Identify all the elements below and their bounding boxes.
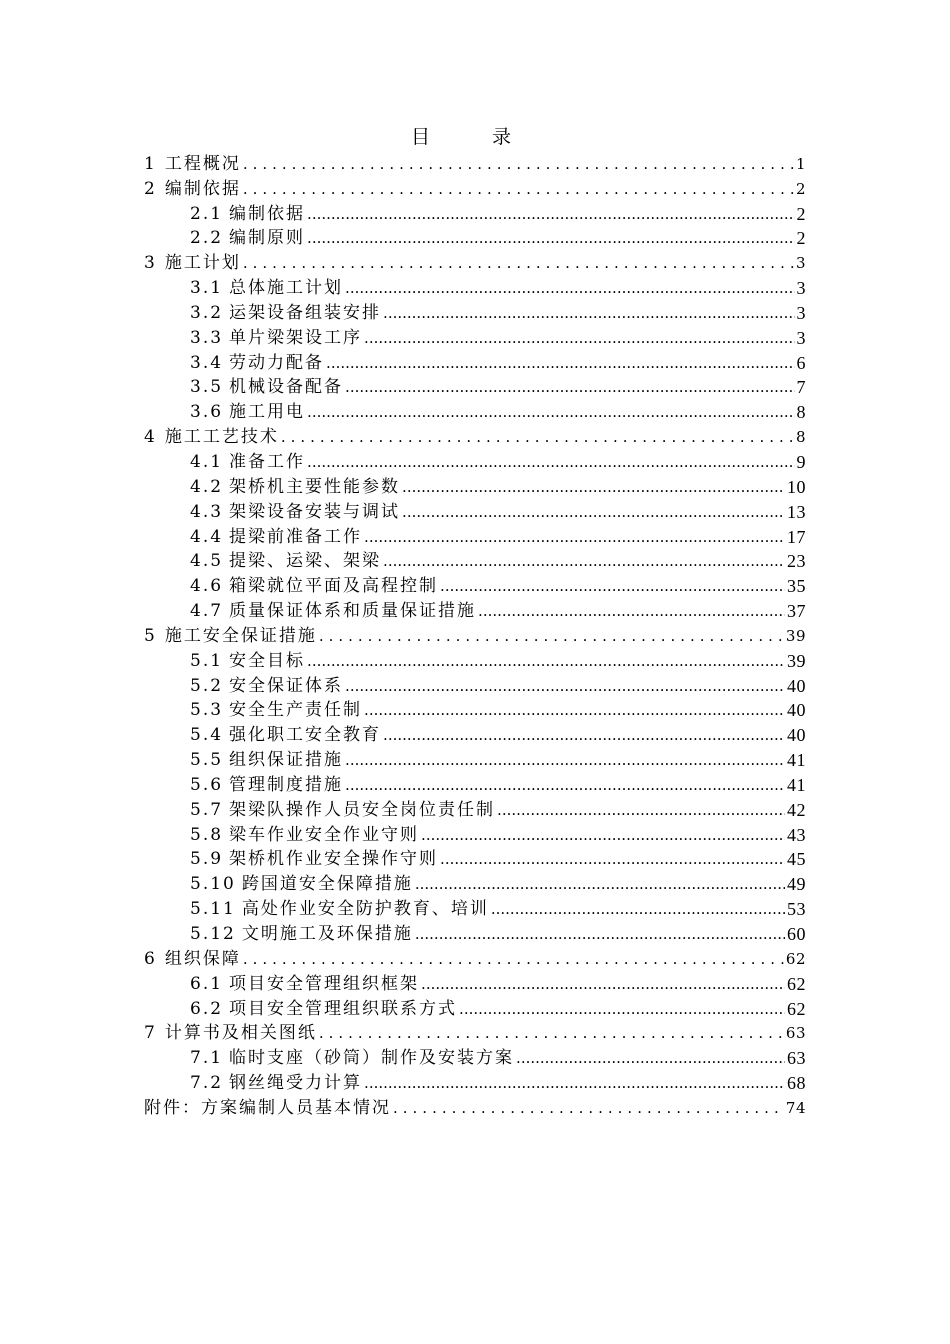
toc-dot-leader [421,973,785,995]
toc-entry-number: 6 [144,948,157,969]
toc-dot-leader [421,824,785,846]
toc-entry[interactable] [144,995,806,1020]
toc-entry[interactable] [144,523,806,548]
toc-entry[interactable] [144,697,806,722]
toc-entry-page-number: 2 [795,179,806,198]
toc-entry-title: 施工工艺技术 [164,427,279,448]
toc-entry-number: 5.9 [190,849,224,870]
toc-entry-page-number: 63 [787,1048,806,1069]
toc-entry-title: 跨国道安全保障措施 [241,874,413,895]
toc-entry-title: 高处作业安全防护教育、培训 [241,899,489,920]
toc-entry-number: 5.5 [190,750,224,771]
toc-dot-leader [307,203,794,225]
toc-entry-title: 工程概况 [164,153,241,174]
toc-entry-number: 4.4 [190,526,224,547]
toc-entry-title: 总体施工计划 [229,278,344,299]
toc-dot-leader [243,252,794,274]
toc-entry-title: 单片梁架设工序 [229,327,363,348]
toc-entry[interactable] [144,970,806,995]
toc-entry-number: 5 [144,625,157,646]
toc-entry-title: 钢丝绳受力计算 [229,1073,363,1094]
toc-dot-leader [402,476,785,498]
toc-entry[interactable] [144,870,806,895]
toc-entry-page-number: 1 [795,154,806,173]
toc-dot-leader [307,227,794,249]
toc-entry-number: 4.1 [190,451,224,472]
toc-dot-leader [383,302,794,324]
toc-dot-leader [345,277,794,299]
toc-entry-title: 提梁、运梁、架梁 [229,551,382,572]
toc-entry-number: 7.2 [190,1073,224,1094]
toc-entry-page-number: 3 [796,278,806,299]
toc-entry-page-number: 3 [795,254,806,273]
toc-entry[interactable] [144,746,806,771]
toc-entry[interactable] [144,175,806,200]
toc-entry-number: 2.2 [190,228,224,249]
toc-entry-page-number: 63 [785,1024,806,1043]
toc-entry[interactable] [144,572,806,597]
toc-dot-leader [440,848,785,870]
toc-entry-title: 编制依据 [164,178,241,199]
toc-entry-title: 架梁设备安装与调试 [229,501,401,522]
toc-entry-number: 3.3 [190,327,224,348]
toc-entry-title: 临时支座（砂筒）制作及安装方案 [229,1048,515,1069]
toc-entry-title: 施工计划 [164,253,241,274]
toc-entry[interactable] [144,548,806,573]
toc-entry-page-number: 68 [787,1073,806,1094]
toc-entry-number: 3.6 [190,402,224,423]
toc-dot-leader [364,1072,785,1094]
toc-entry-page-number: 13 [787,501,806,522]
toc-entry-title: 机械设备配备 [229,377,344,398]
toc-entry-page-number: 45 [787,849,806,870]
toc-entry-page-number: 2 [796,228,806,249]
toc-dot-leader [319,1022,784,1044]
toc-entry-title: 架桥机作业安全操作守则 [229,849,439,870]
toc-entry-number: 4.5 [190,551,224,572]
toc-dot-leader [383,550,785,572]
toc-entry-title: 文明施工及环保措施 [241,924,413,944]
toc-entry-page-number: 49 [787,874,806,895]
toc-entry[interactable] [144,150,806,175]
toc-entry-page-number: 40 [787,725,806,746]
toc-entry-page-number: 62 [787,998,806,1019]
toc-entry-page-number: 3 [796,302,806,323]
toc-entry-page-number: 60 [787,924,806,944]
toc-entry-title: 计算书及相关图纸 [164,1023,317,1044]
toc-entry-number: 1 [144,153,157,174]
toc-entry[interactable] [144,1069,806,1094]
toc-dot-leader [243,153,794,175]
toc-entry[interactable] [144,299,806,324]
toc-entry-page-number: 3 [796,327,806,348]
toc-entry[interactable] [144,672,806,697]
toc-dot-leader [516,1047,785,1069]
toc-entry-number: 5.4 [190,725,224,746]
toc-entry-number: 5.8 [190,824,224,845]
toc-entry-page-number: 40 [787,700,806,721]
toc-entry-page-number: 39 [787,650,806,671]
toc-entry[interactable] [144,249,806,274]
toc-entry-number: 5.1 [190,650,224,671]
toc-entry-title: 项目安全管理组织框架 [229,973,420,994]
toc-entry[interactable] [144,349,806,374]
toc-entry[interactable] [144,771,806,796]
toc-entry-page-number: 7 [796,377,806,398]
toc-entry[interactable] [144,473,806,498]
toc-entry-number: 7.1 [190,1048,224,1069]
toc-entry-title: 梁车作业安全作业守则 [229,824,420,845]
toc-entry-number: 3.2 [190,302,224,323]
toc-entry[interactable] [144,920,806,945]
toc-entry-title: 编制依据 [229,203,306,224]
toc-entry-title: 箱梁就位平面及高程控制 [229,576,439,597]
toc-entry-title: 项目安全管理组织联系方式 [229,998,458,1019]
toc-entry-number: 4.6 [190,576,224,597]
toc-entry-number: 7 [144,1023,157,1044]
toc-dot-leader [364,526,785,548]
toc-entry-title: 管理制度措施 [229,774,344,795]
toc-entry-title: 安全目标 [229,650,306,671]
toc-entry-page-number: 35 [787,576,806,597]
toc-dot-leader [243,948,784,970]
toc-entry-number: 3.1 [190,278,224,299]
toc-entry[interactable] [144,274,806,299]
toc-dot-leader [415,873,785,895]
toc-entry[interactable] [144,846,806,871]
toc-entry[interactable] [144,597,806,622]
toc-entry-number: 5.12 [190,924,236,944]
toc-entry-title: 施工用电 [229,402,306,423]
toc-dot-leader [491,898,785,920]
toc-dot-leader [326,352,794,374]
toc-entry-page-number: 2 [796,203,806,224]
toc-entry-number: 3.5 [190,377,224,398]
toc-entry-page-number: 8 [796,402,806,423]
toc-entry-number: 5.11 [190,899,236,920]
toc-entry-page-number: 8 [795,428,806,447]
toc-entry[interactable] [144,498,806,523]
toc-dot-leader [243,178,794,200]
toc-entry[interactable] [144,721,806,746]
toc-entry[interactable] [144,200,806,225]
toc-dot-leader [319,625,784,647]
toc-entry-page-number: 23 [787,551,806,572]
toc-entry-page-number: 10 [787,476,806,497]
toc-entry[interactable] [144,895,806,920]
toc-entry-number: 3.4 [190,352,224,373]
toc-entry-number: 5.6 [190,774,224,795]
toc-dot-leader [383,724,785,746]
toc-entry-page-number: 74 [785,1098,806,1117]
toc-entry-page-number: 39 [785,626,806,645]
toc-entry-title: 架梁队操作人员安全岗位责任制 [229,799,496,820]
toc-entry-page-number: 41 [787,750,806,771]
toc-entry-number: 5.10 [190,874,236,895]
toc-entry-number: 5.2 [190,675,224,696]
toc-dot-leader [459,998,785,1020]
toc-entry-number: 5.3 [190,700,224,721]
toc-dot-leader [393,1097,784,1119]
toc-entry[interactable] [144,1020,806,1045]
toc-dot-leader [440,575,785,597]
toc-title: 目 录 [410,126,540,148]
toc-entry-title: 提梁前准备工作 [229,526,363,547]
table-of-contents [144,150,806,1119]
toc-entry[interactable] [144,1044,806,1069]
toc-entry-page-number: 40 [787,675,806,696]
toc-entry-number: 4.3 [190,501,224,522]
toc-dot-leader [307,650,785,672]
toc-entry-title: 编制原则 [229,228,306,249]
toc-dot-leader [345,774,785,796]
toc-entry-number: 6.2 [190,998,224,1019]
toc-dot-leader [364,699,785,721]
toc-entry-page-number: 6 [796,352,806,373]
toc-dot-leader [345,675,785,697]
toc-dot-leader [307,401,794,423]
toc-entry[interactable] [144,622,806,647]
toc-entry[interactable] [144,423,806,448]
toc-dot-leader [364,327,794,349]
toc-entry-page-number: 37 [787,601,806,622]
toc-entry-page-number: 17 [787,526,806,547]
toc-entry-title: 安全保证体系 [229,675,344,696]
toc-entry[interactable] [144,398,806,423]
toc-entry[interactable] [144,821,806,846]
toc-entry[interactable] [144,448,806,473]
toc-entry-title: 劳动力配备 [229,352,325,373]
toc-entry-number: 5.7 [190,799,224,820]
toc-entry-title: 运架设备组装安排 [229,302,382,323]
toc-dot-leader [345,376,794,398]
toc-dot-leader [497,799,785,821]
toc-entry-number: 2.1 [190,203,224,224]
toc-dot-leader [281,426,794,448]
toc-entry-number: 3 [144,253,157,274]
toc-entry[interactable] [144,647,806,672]
toc-entry-title: 架桥机主要性能参数 [229,476,401,497]
toc-dot-leader [402,501,785,523]
toc-entry-page-number: 9 [796,451,806,472]
toc-dot-leader [478,600,785,622]
toc-entry-page-number: 41 [787,774,806,795]
toc-entry-number: 2 [144,178,157,199]
toc-entry[interactable] [144,796,806,821]
toc-entry-title: 安全生产责任制 [229,700,363,721]
toc-entry-title: 准备工作 [229,451,306,472]
toc-entry-page-number: 43 [787,824,806,845]
toc-entry-page-number: 62 [785,949,806,968]
toc-entry-title: 施工安全保证措施 [164,625,317,646]
toc-entry-page-number: 42 [787,799,806,820]
toc-entry-title: 强化职工安全教育 [229,725,382,746]
toc-entry-title: 质量保证体系和质量保证措施 [229,601,477,622]
toc-entry-page-number: 62 [787,973,806,994]
toc-entry[interactable] [144,374,806,399]
toc-entry-number: 4.2 [190,476,224,497]
toc-entry-number: 6.1 [190,973,224,994]
toc-entry[interactable] [144,324,806,349]
toc-dot-leader [415,923,785,945]
toc-entry-title: 附件：方案编制人员基本情况 [144,1097,391,1118]
toc-entry-title: 组织保证措施 [229,750,344,771]
toc-dot-leader [307,451,794,473]
toc-entry[interactable] [144,225,806,250]
toc-entry-number: 4 [144,427,157,448]
toc-entry[interactable] [144,1094,806,1119]
toc-dot-leader [345,749,785,771]
toc-entry-number: 4.7 [190,601,224,622]
toc-entry-page-number: 53 [787,899,806,920]
toc-entry-title: 组织保障 [164,948,241,969]
toc-entry[interactable] [144,945,806,970]
